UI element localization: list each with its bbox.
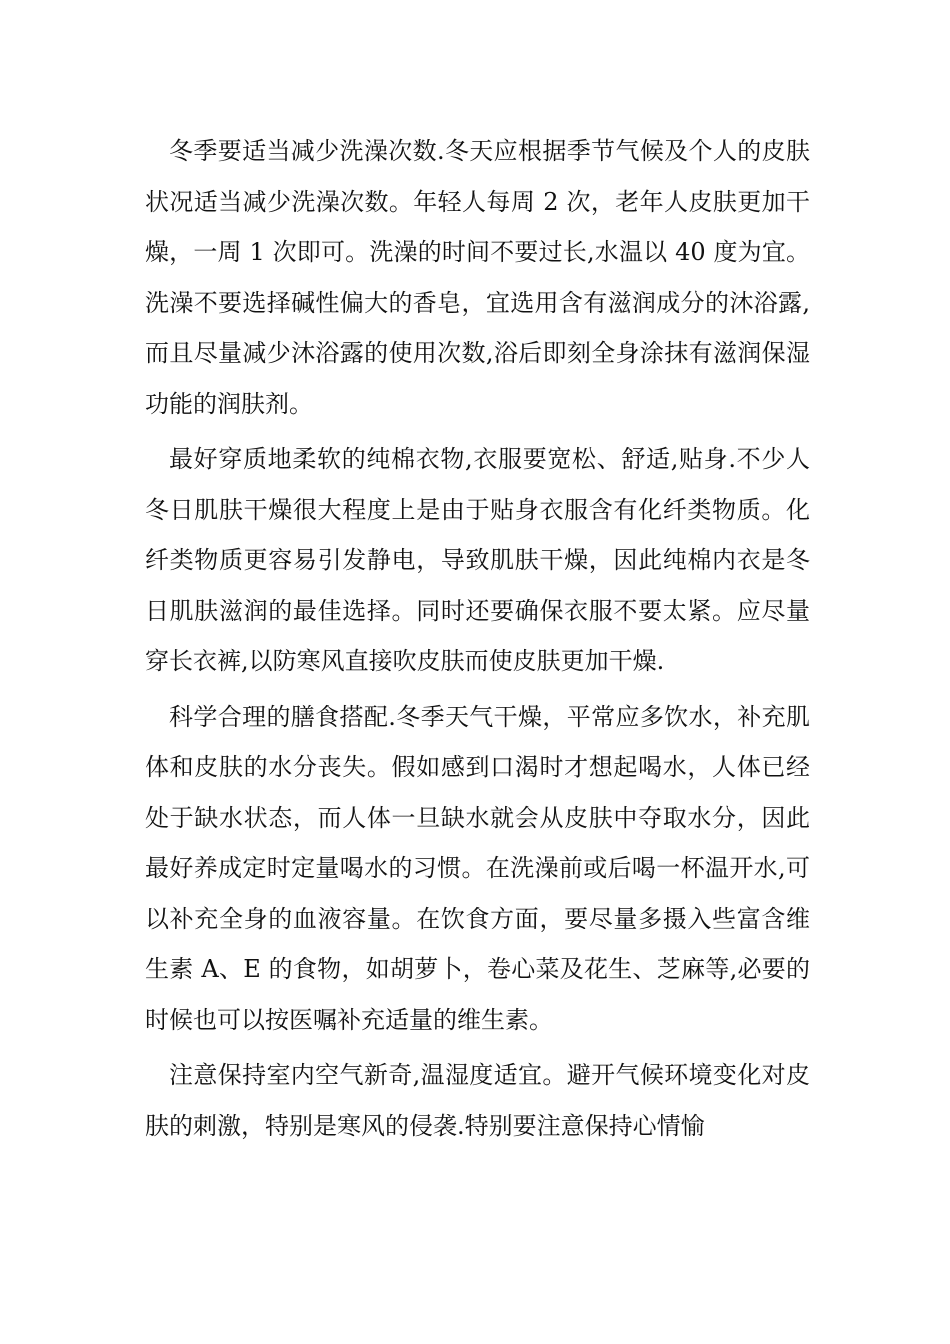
document-body [145,126,810,1156]
paragraph-clothing: 最好穿质地柔软的纯棉衣物,衣服要宽松、舒适,贴身.不少人冬日肌肤干燥很大程度上是由于贴身衣服含有化纤类物质。化纤类物质更容易引发静电，导致肌肤干燥，因此纯棉内衣是冬日肌肤滋润的最佳选择。同时还要确保衣服不要太紧。应尽量穿长衣裤,以防寒风直接吹皮肤而使皮肤更加干燥. [145,445,810,675]
paragraph-bathing: 冬季要适当减少洗澡次数.冬天应根据季节气候及个人的皮肤状况适当减少洗澡次数。年轻人每周 2 次，老年人皮肤更加干燥，一周 1 次即可。洗澡的时间不要过长,水温以 40 度为宜。洗澡不要选择碱性偏大的香皂，宜选用含有滋润成分的沐浴露,而且尽量减少沐浴露的使用次数,浴后即刻全身涂抹有滋润保湿功能的润肤剂。 [145,137,810,418]
paragraph-diet: 科学合理的膳食搭配.冬季天气干燥，平常应多饮水，补充肌体和皮肤的水分丧失。假如感到口渴时才想起喝水，人体已经处于缺水状态，而人体一旦缺水就会从皮肤中夺取水分，因此最好养成定时定量喝水的习惯。在洗澡前或后喝一杯温开水,可以补充全身的血液容量。在饮食方面，要尽量多摄入些富含维生素 A、E 的食物，如胡萝卜，卷心菜及花生、芝麻等,必要的时候也可以按医嘱补充适量的维生素。 [145,702,810,1034]
paragraph-environment: 注意保持室内空气新奇,温湿度适宜。避开气候环境变化对皮肤的刺激，特别是寒风的侵袭.特别要注意保持心情愉 [145,1061,810,1140]
